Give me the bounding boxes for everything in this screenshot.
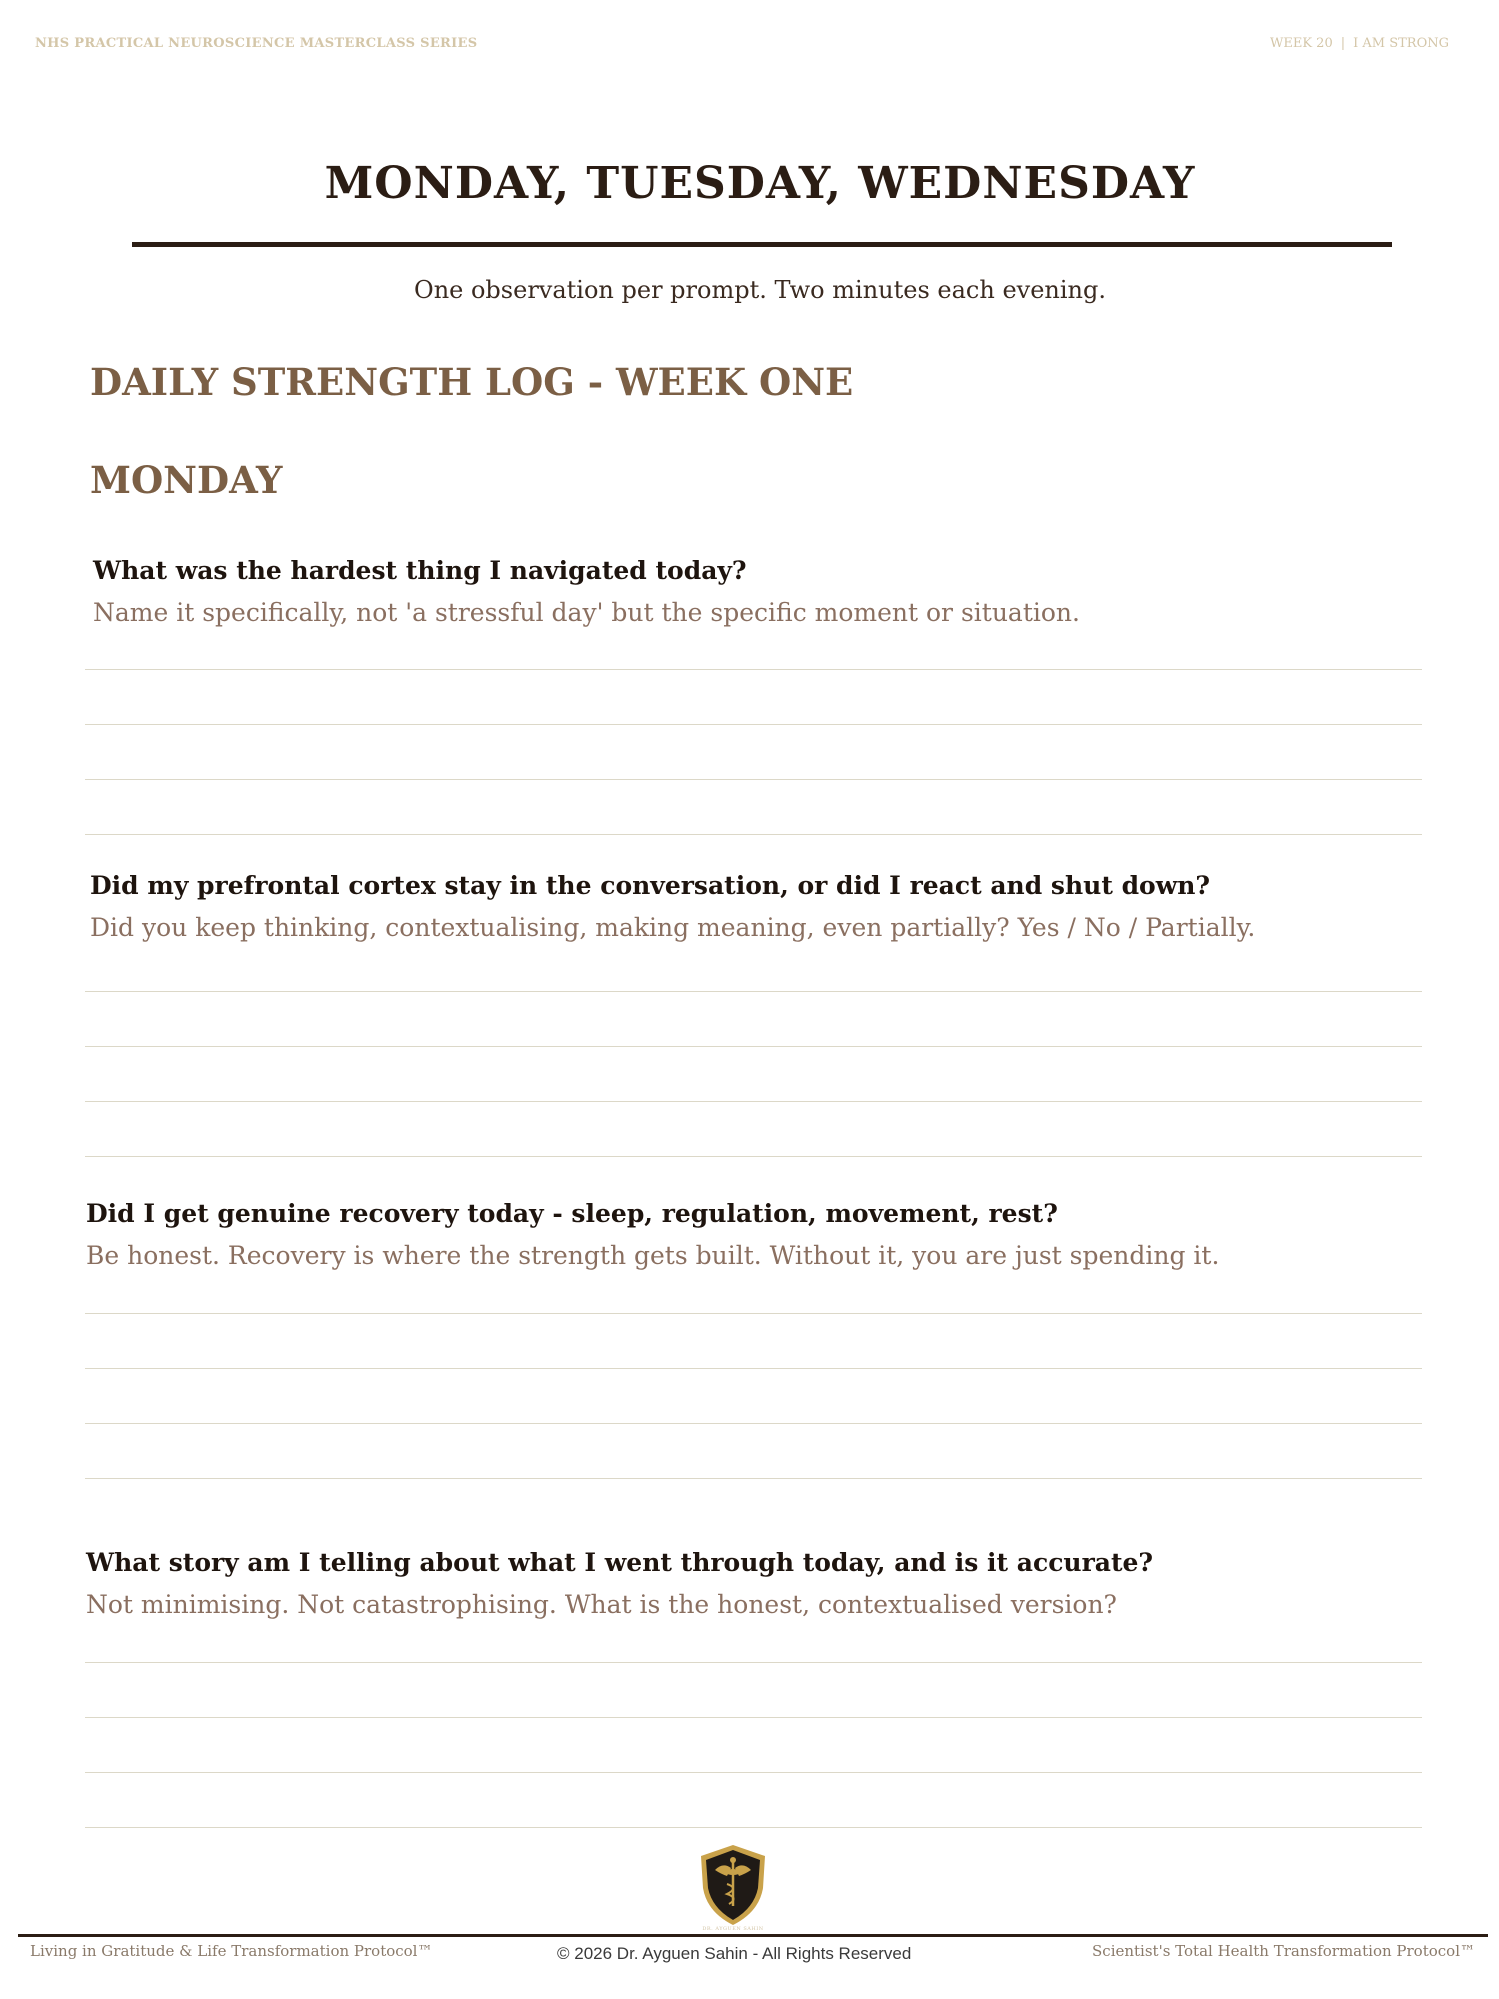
writing-line[interactable] [85, 1423, 1422, 1424]
prompt-question: Did my prefrontal cortex stay in the conversation, or did I react and shut down? [90, 871, 1211, 900]
header-separator: | [1340, 36, 1346, 51]
writing-line[interactable] [85, 669, 1422, 670]
prompt-question: What was the hardest thing I navigated today? [93, 556, 747, 585]
log-heading: DAILY STRENGTH LOG - WEEK ONE [90, 360, 854, 404]
writing-line[interactable] [85, 1478, 1422, 1479]
writing-line[interactable] [85, 1046, 1422, 1047]
writing-line[interactable] [85, 991, 1422, 992]
writing-line[interactable] [85, 724, 1422, 725]
prompt-hint: Not minimising. Not catastrophising. What is the honest, contextualised version? [86, 1590, 1117, 1619]
header-series: NHS PRACTICAL NEUROSCIENCE MASTERCLASS SERIES [35, 36, 478, 51]
footer-left-text: Living in Gratitude & Life Transformation Protocol™ [30, 1942, 433, 1960]
writing-line[interactable] [85, 1772, 1422, 1773]
day-heading: MONDAY [90, 458, 283, 502]
prompt-question: Did I get genuine recovery today - sleep, regulation, movement, rest? [86, 1199, 1058, 1228]
writing-line[interactable] [85, 834, 1422, 835]
footer-copyright: © 2026 Dr. Ayguen Sahin - All Rights Reserved [557, 1944, 912, 1963]
writing-line[interactable] [85, 779, 1422, 780]
prompt-hint: Did you keep thinking, contextualising, making meaning, even partially? Yes / No / Partially. [90, 913, 1256, 942]
writing-line[interactable] [85, 1156, 1422, 1157]
footer-right-text: Scientist's Total Health Transformation Protocol™ [1092, 1942, 1475, 1960]
header-week: WEEK 20 [1269, 36, 1333, 51]
shield-logo-icon [697, 1842, 769, 1928]
prompt-question: What story am I telling about what I went through today, and is it accurate? [86, 1548, 1154, 1577]
writing-line[interactable] [85, 1662, 1422, 1663]
writing-line[interactable] [85, 1717, 1422, 1718]
prompt-hint: Be honest. Recovery is where the strength gets built. Without it, you are just spending it. [86, 1241, 1220, 1270]
page-subtitle: One observation per prompt. Two minutes each evening. [414, 276, 1106, 304]
footer-rule [18, 1934, 1488, 1937]
header-theme: I AM STRONG [1353, 36, 1449, 51]
prompt-hint: Name it specifically, not 'a stressful day' but the specific moment or situation. [93, 598, 1080, 627]
writing-line[interactable] [85, 1368, 1422, 1369]
writing-line[interactable] [85, 1313, 1422, 1314]
header-week-theme [50, 36, 1499, 51]
title-rule [132, 242, 1392, 247]
logo-text: DR. AYGUEN SAHIN [702, 1926, 764, 1932]
page-title: MONDAY, TUESDAY, WEDNESDAY [324, 158, 1196, 209]
writing-line[interactable] [85, 1827, 1422, 1828]
writing-line[interactable] [85, 1101, 1422, 1102]
